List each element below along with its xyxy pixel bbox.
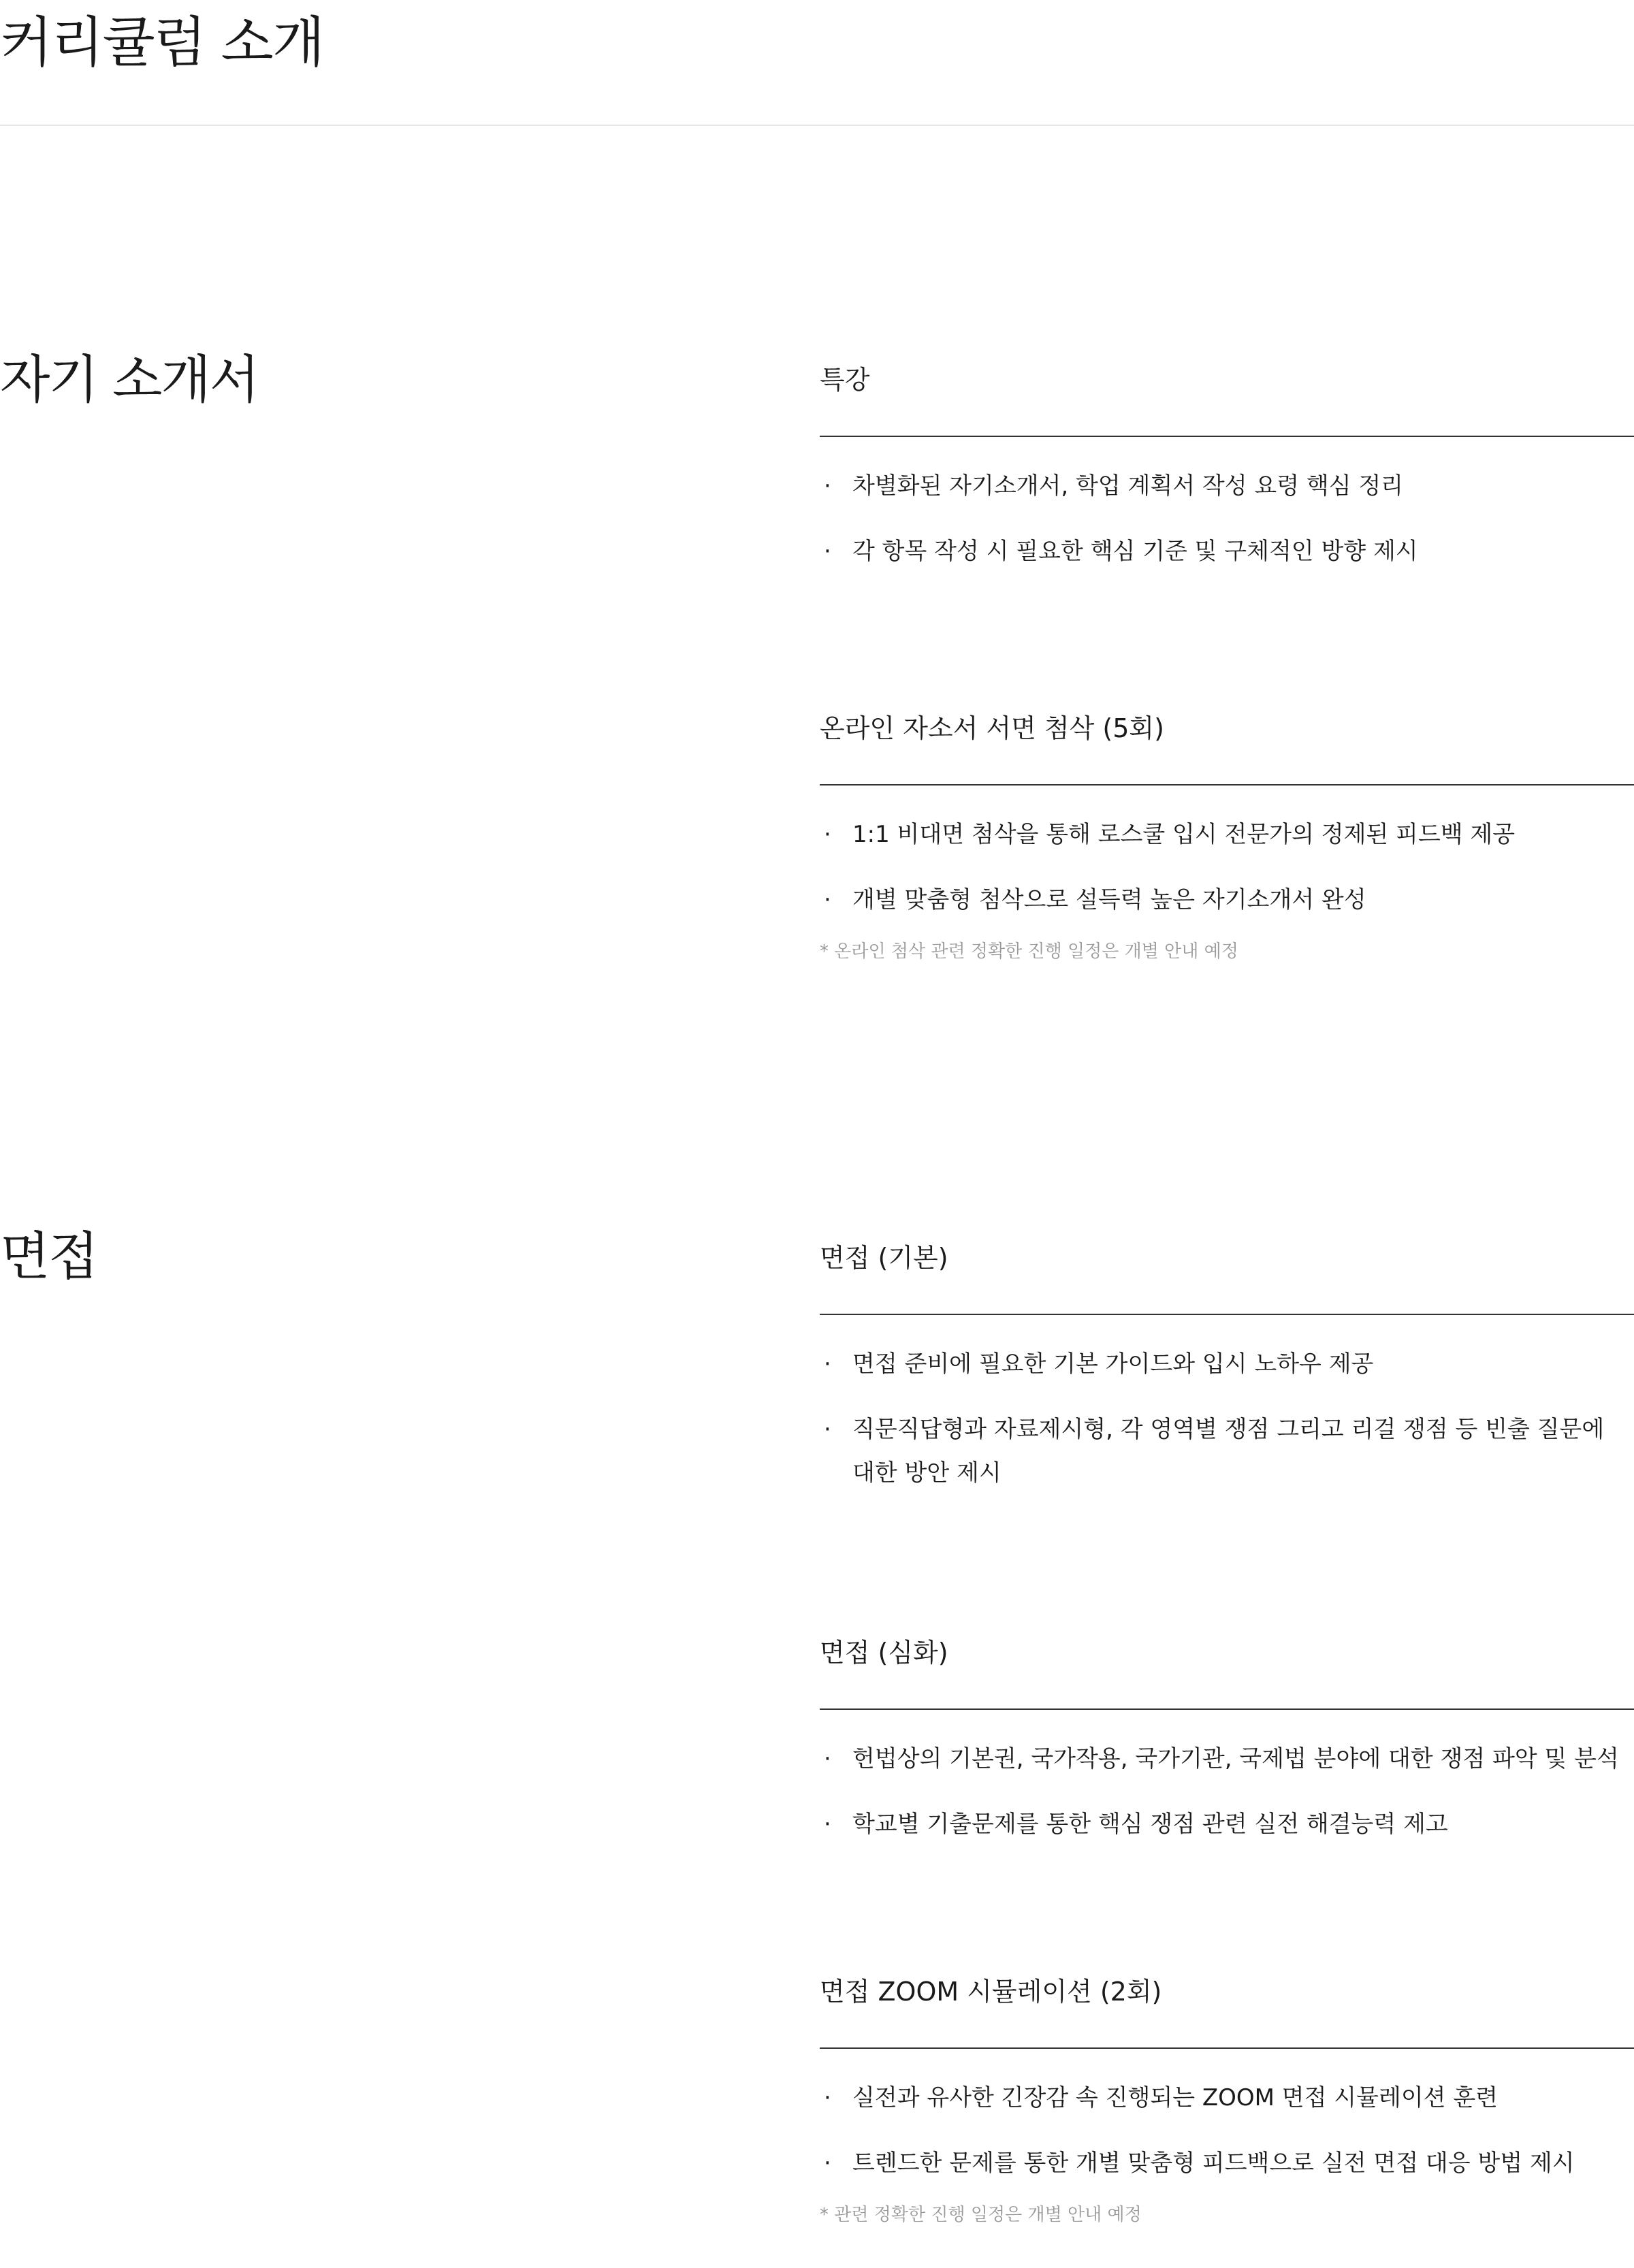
- list-item-text: 직문직답형과 자료제시형, 각 영역별 쟁점 그리고 리걸 쟁점 등 빈출 질문에 대한 방안 제시: [852, 1416, 1605, 1487]
- block-interview-advanced: [820, 1632, 1634, 1868]
- section-title-self-introduction: 자기 소개서: [0, 349, 259, 410]
- bullet-icon: ·: [824, 2084, 831, 2111]
- list-item: [820, 1408, 1615, 1495]
- list-item-text: 헌법상의 기본권, 국가작용, 국가기관, 국제법 분야에 대한 쟁점 파악 및 분석: [852, 1745, 1619, 1772]
- page-header: [0, 0, 1634, 126]
- list-item-text: 1:1 비대면 첨삭을 통해 로스쿨 입시 전문가의 정제된 피드백 제공: [852, 821, 1516, 848]
- block-interview-zoom-simulation: [820, 1971, 1634, 2229]
- list-item-text: 각 항목 작성 시 필요한 핵심 기준 및 구체적인 방향 제시: [852, 538, 1418, 565]
- item-list: [820, 2076, 1634, 2185]
- block-title: 특강: [820, 365, 870, 395]
- item-list: [820, 464, 1634, 573]
- divider: [820, 1314, 1634, 1315]
- schedule-note: * 관련 정확한 진행 일정은 개별 안내 예정: [820, 2205, 1142, 2225]
- block-interview-basic: [820, 1237, 1634, 1517]
- list-item: [820, 1802, 1634, 1846]
- schedule-note: * 온라인 첨삭 관련 정확한 진행 일정은 개별 안내 예정: [820, 941, 1238, 962]
- list-item: [820, 878, 1634, 922]
- list-item: [820, 1737, 1634, 1781]
- block-online-review: [820, 708, 1634, 965]
- bullet-icon: ·: [824, 1811, 831, 1838]
- list-item: [820, 813, 1634, 856]
- block-special-lecture: [820, 359, 1634, 595]
- divider: [820, 784, 1634, 785]
- list-item-text: 트렌드한 문제를 통한 개별 맞춤형 피드백으로 실전 면접 대응 방법 제시: [852, 2150, 1575, 2177]
- divider: [820, 436, 1634, 437]
- list-item-text: 개별 맞춤형 첨삭으로 설득력 높은 자기소개서 완성: [852, 886, 1366, 913]
- bullet-icon: ·: [824, 472, 831, 500]
- bullet-icon: ·: [824, 2150, 831, 2177]
- list-item: [820, 2141, 1634, 2185]
- bullet-icon: ·: [824, 821, 831, 848]
- block-title: 면접 (심화): [820, 1638, 948, 1668]
- bullet-icon: ·: [824, 886, 831, 913]
- item-list: [820, 813, 1634, 922]
- block-title: 면접 ZOOM 시뮬레이션 (2회): [820, 1977, 1162, 2007]
- divider: [820, 1708, 1634, 1710]
- bullet-icon: ·: [824, 1745, 831, 1772]
- page-title: 커리큘럼 소개: [0, 11, 324, 74]
- list-item-text: 실전과 유사한 긴장감 속 진행되는 ZOOM 면접 시뮬레이션 훈련: [852, 2084, 1499, 2111]
- bullet-icon: ·: [824, 1416, 831, 1443]
- bullet-icon: ·: [824, 1350, 831, 1378]
- list-item: [820, 1342, 1634, 1386]
- list-item: [820, 2076, 1634, 2120]
- block-title: 면접 (기본): [820, 1243, 948, 1273]
- item-list: [820, 1342, 1634, 1495]
- section-title-interview: 면접: [0, 1226, 97, 1286]
- bullet-icon: ·: [824, 538, 831, 565]
- list-item-text: 면접 준비에 필요한 기본 가이드와 입시 노하우 제공: [852, 1350, 1374, 1378]
- divider: [820, 2047, 1634, 2049]
- list-item-text: 차별화된 자기소개서, 학업 계획서 작성 요령 핵심 정리: [852, 472, 1404, 500]
- list-item: [820, 530, 1634, 573]
- item-list: [820, 1737, 1634, 1846]
- list-item: [820, 464, 1634, 508]
- block-title: 온라인 자소서 서면 첨삭 (5회): [820, 713, 1164, 743]
- list-item-text: 학교별 기출문제를 통한 핵심 쟁점 관련 실전 해결능력 제고: [852, 1811, 1448, 1838]
